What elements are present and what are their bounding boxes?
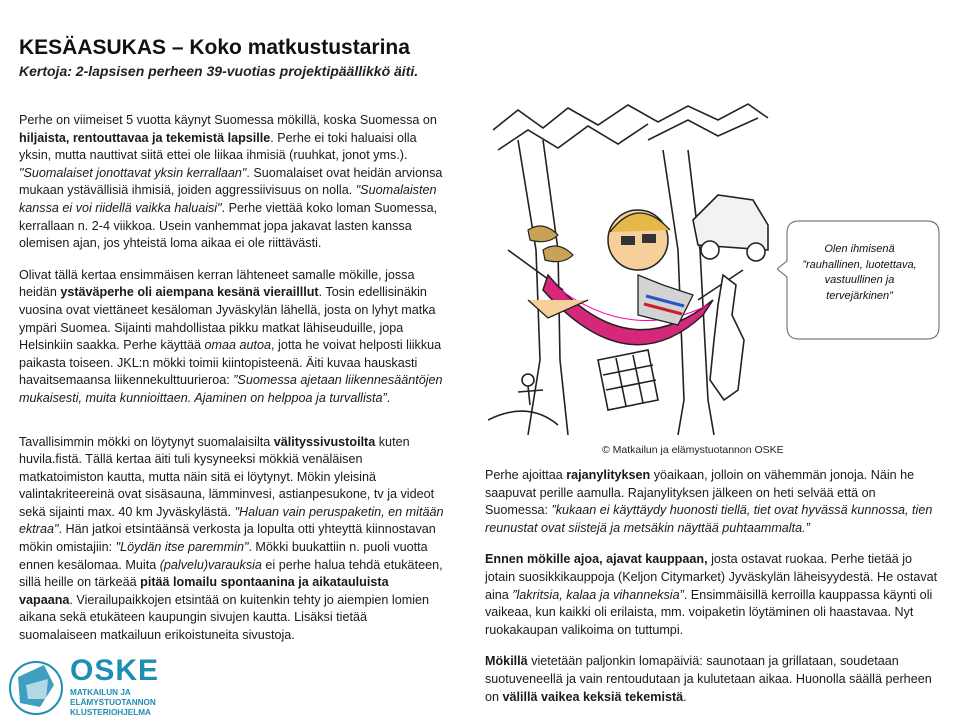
paragraph-intro: Perhe on viimeiset 5 vuotta käynyt Suomessa mökillä, koska Suomessa on hiljaista, rentouttavaa ja tekemistä lapsille. Perhe ei toki haluaisi olla yksin, mutta nauttivat siitä ettei ole liikaa ihmisiä (ruuhkat, jonot yms.). "Suomalaiset jonottavat yksin kerrallaan". Suomalaiset ovat heidän arvionsa mukaan ystävällisiä ihmisiä, joiden aggressiivisuus on nolla. "Suomalaisten kanssa ei voi riidellä vaikka haluaisi". Perhe viettää koko loman Suomessa, kerrallaan n. 2-4 viikkoa. Usein vanhemmat jopa jakavat lasten kanssa olemisen ajan, jos yhteistä loma aikaa ei ole riittävästi. [19, 113, 443, 251]
paragraph-booking: Tavallisimmin mökki on löytynyt suomalaisilta välityssivustoilta kuten huvila.fistä. Tällä kertaa äiti tuli kysyneeksi mökkiä venäläisen matkatoimiston kautta, mutta näin sitä ei löytynyt. Mökin yleisinä valintakriteereinä ovat sisäsauna, lämminvesi, astianpesukone, tv ja videot sekä sijainti max. 40 km Jyväskylästä. "Haluan vain peruspaketin, en mitään ektraa". Hän jatkoi etsintäänsä verkosta ja lopulta otti yhteyttä kiinnostavan mökin omistajiin: "Löydän itse paremmin". Mökki buukattiin n. puoli vuotta ennen kesälomaa. Muita (palvelu)varauksia ei perhe halua tehdä etukäteen, sillä heille on tärkeää pitää lomailu spontaanina ja aikatauluista vapaana. Vierailupaikkojen etsintää on kuitenkin tehty jo aiempien lomien aikana sekä etukäteen kaupungin sivujen kautta. Lisäksi tietää suomalaiseen matkailuun erikoistuneita sivustoja. [19, 434, 444, 643]
quote-text: Olen ihmisenä ”rauhallinen, luotettava, vastuullinen ja tervejärkinen” [802, 243, 917, 302]
paragraph-border: Perhe ajoittaa rajanylityksen yöaikaan, jolloin on vähemmän jonoja. Näin he saapuvat perille aamulla. Rajanylityksen jälkeen on heti selvää että on Suomessa: ”kukaan ei käyttäydy huonosti tiellä, tiet ovat hyvässä kunnossa, tien reunustat ovat siistejä ja metsäkin näyttää puhtaammalta.” [485, 468, 933, 535]
page-title: KESÄASUKAS – Koko matkustustarina [19, 36, 410, 59]
paragraph-cottage: Olivat tällä kertaa ensimmäisen kerran lähteneet samalle mökille, jossa heidän ystäväperhe oli aiempana kesänä vierailllut. Tosin edellisinäkin vuosina ovat viettäneet kesäloman Jyväskylän lähellä, josta on lyhyt matka ympäri Suomea. Sijainti mahdollistaa pikku matkat lähiseuduille, jopa Helsinkiin saakka. Perhe käyttää omaa autoa, jotta he voivat helposti liikkua paikasta toiseen. JKL:n mökki toimii kiintopisteenä. Äiti kuvaa hauskasti havaitsemaansa liikennekulttuurieroa: ”Suomessa ajetaan liikennesääntöjen mukaisesti, muita kunnioittaen. Ajaminen on helppoa ja turvallista”. [19, 267, 443, 405]
hammock-illustration [488, 100, 771, 440]
logo-wordmark: OSKE [70, 654, 160, 687]
paragraph-shopping: Ennen mökille ajoa, ajavat kauppaan, josta ostavat ruokaa. Perhe tietää jo jotain suosikkikauppoja (Keljon Citymarket) Jyväskylän läheisyydestä. He ostavat aina ”lakritsia, kalaa ja vihanneksia”. Ensimmäisillä kerroilla kauppassa käynti oli vaikeaa, kun kaikki oli erilaista, mm. voipaketin löytäminen oli haastavaa. Nyt ruokakaupan valikoima on tuttumpi. [485, 552, 938, 637]
paragraph-cottage-days: Mökillä vietetään paljonkin lomapäiviä: saunotaan ja grillataan, soudetaan suotuveneellä ja vain rentoudutaan ja kulutetaan aikaa. Huonolla säällä perheen on välillä vaikea keksiä tekemistä. [485, 654, 932, 704]
image-credit: © Matkailun ja elämystuotannon OSKE [602, 444, 784, 456]
left-column [19, 112, 445, 659]
logo-subtitle: MATKAILUN JA ELÄMYSTUOTANNON KLUSTERIOHJELMA [70, 688, 156, 717]
page-subtitle: Kertoja: 2-lapsisen perheen 39-vuotias projektipäällikkö äiti. [19, 63, 419, 79]
right-column [485, 467, 941, 720]
